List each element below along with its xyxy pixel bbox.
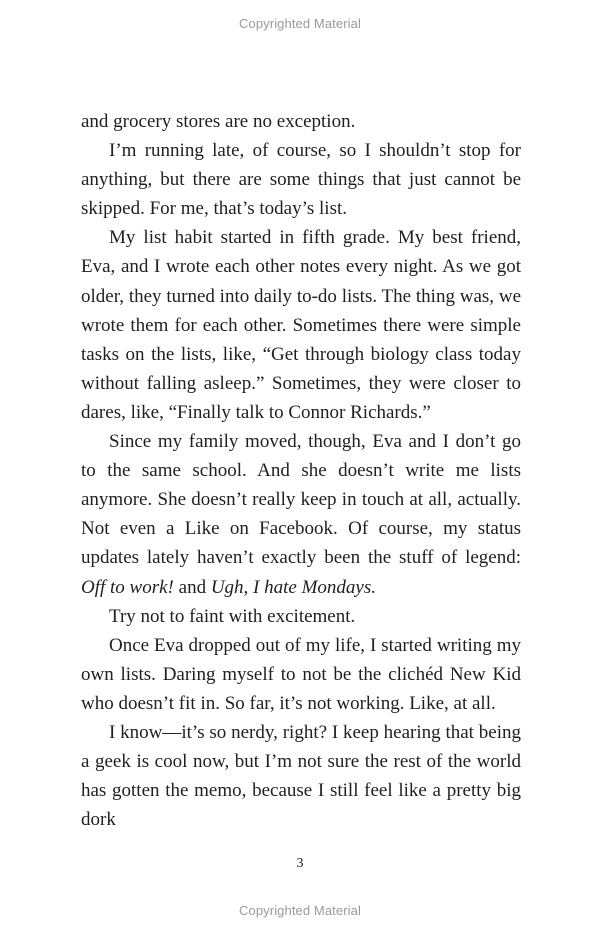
paragraph-1: and grocery stores are no exception. <box>81 111 356 132</box>
copyright-watermark-bottom: Copyrighted Material <box>239 903 361 918</box>
page-body <box>81 107 521 834</box>
paragraph-3: My list habit started in fifth grade. My best friend, Eva, and I wrote each other notes every night. As we got older, they turned into daily to-do lists. The thing was, we wrote them for each other. Sometimes there were simple tasks on the lists, like, “Get through biology class today without falling asleep.” Sometimes, they were closer to dares, like, “Finally talk to Connor Richards.” <box>81 227 521 423</box>
page-number: 3 <box>296 856 304 871</box>
paragraph-4 <box>81 427 521 602</box>
paragraph-2: I’m running late, of course, so I shouldn’t stop for anything, but there are some things that just cannot be skipped. For me, that’s today’s list. <box>81 140 521 220</box>
paragraph-4-conjunction: and <box>173 576 211 598</box>
paragraph-7: I know—it’s so nerdy, right? I keep hearing that being a geek is cool now, but I’m not sure the rest of the world has gotten the memo, because I still feel like a pretty big dork <box>81 721 521 831</box>
paragraph-4-text: Since my family moved, though, Eva and I don’t go to the same school. And she doesn’t write me lists anymore. She doesn’t really keep in touch at all, actually. Not even a Like on Facebook. Of course, my status updates lately haven’t exactly been the stuff of legend: <box>81 431 521 569</box>
paragraph-5: Try not to faint with excitement. <box>109 605 356 627</box>
status-update-2: Ugh, I hate Mondays. <box>210 576 376 598</box>
paragraph-6: Once Eva dropped out of my life, I started writing my own lists. Daring myself to not be the clichéd New Kid who doesn’t fit in. So far, it’s not working. Like, at all. <box>81 634 521 714</box>
status-update-1: Off to work! <box>81 576 174 598</box>
copyright-watermark-top: Copyrighted Material <box>239 16 361 31</box>
